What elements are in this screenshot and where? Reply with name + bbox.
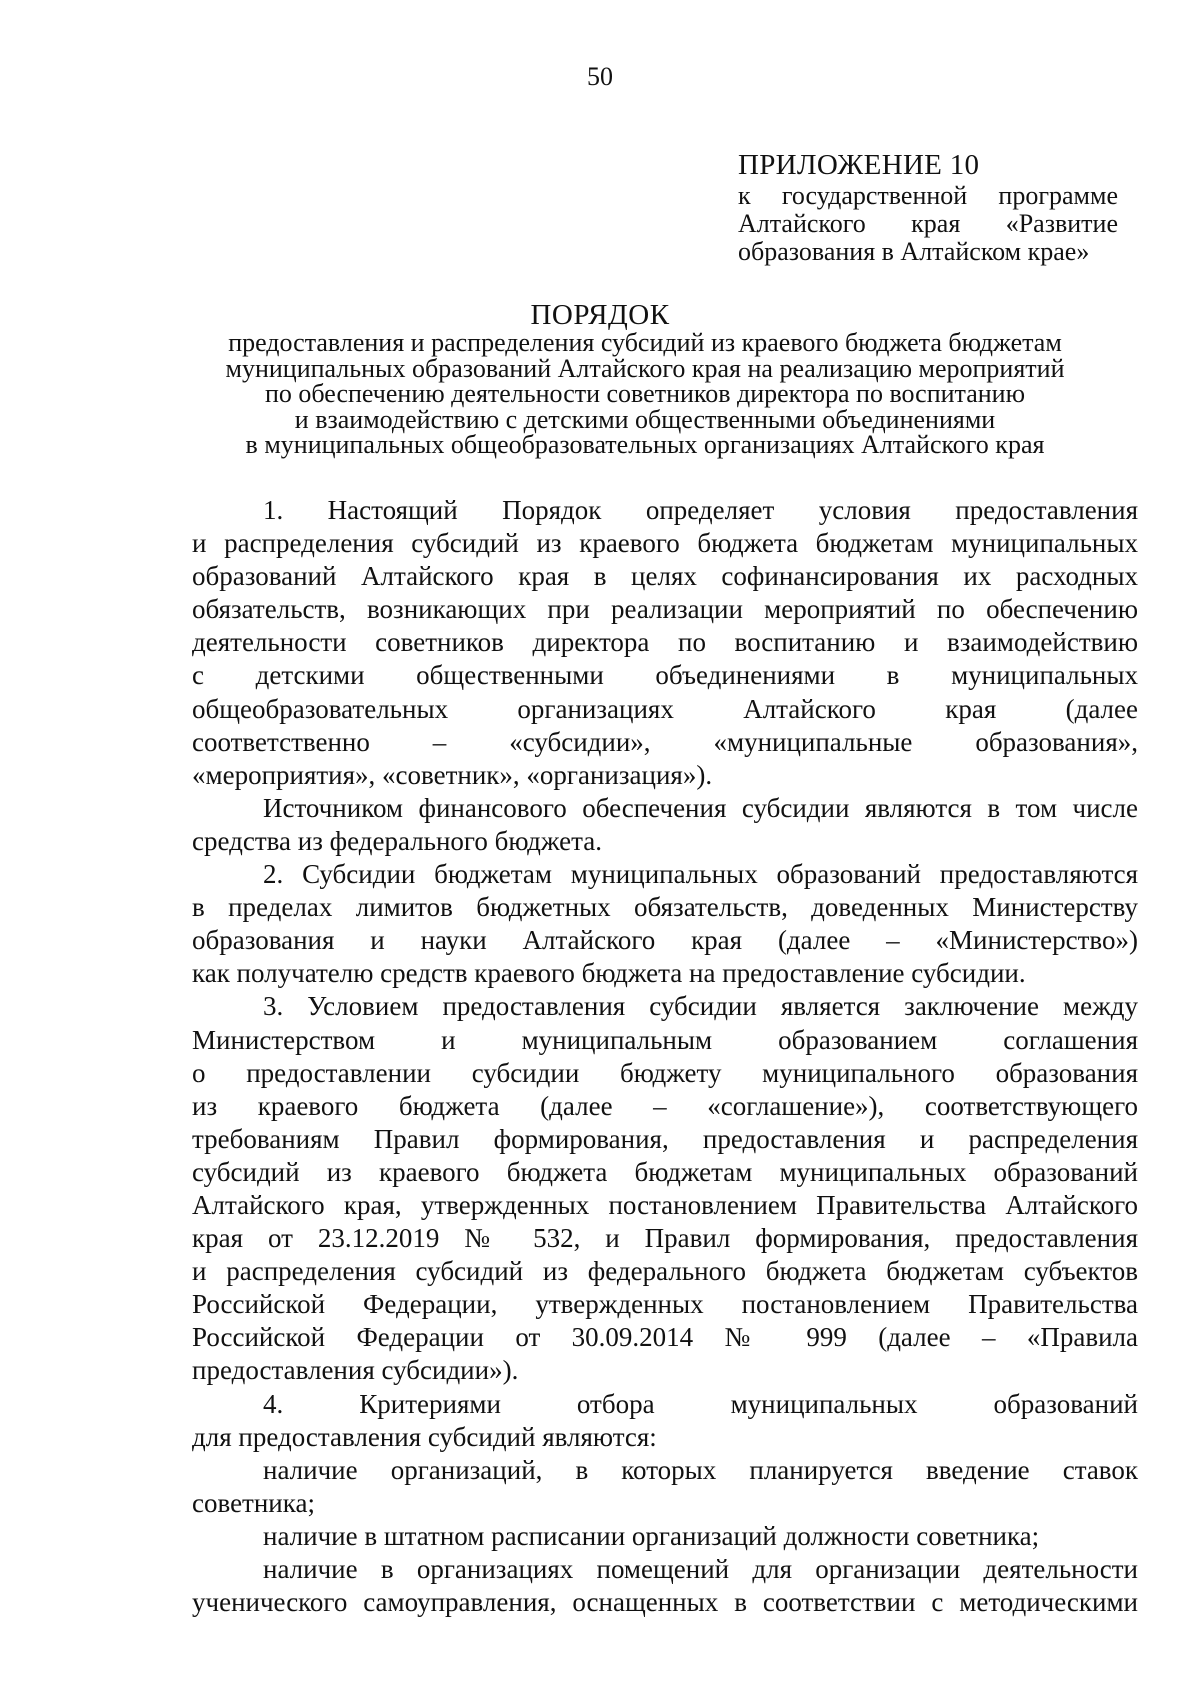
paragraph-3-line: Российской Федерации, утвержденных постановлением Правительства — [192, 1289, 1138, 1320]
subtitle-line: муниципальных образований Алтайского края на реализацию мероприятий — [225, 353, 1065, 383]
paragraph-1-line: соответственно – «субсидии», «муниципальные образования», — [192, 726, 1138, 757]
paragraph-funding-line: средства из федерального бюджета. — [192, 825, 602, 856]
paragraph-3-line: требованиям Правил формирования, предоставления и распределения — [192, 1123, 1138, 1154]
paragraph-2-line: в пределах лимитов бюджетных обязательств, доведенных Министерству — [192, 892, 1138, 923]
paragraph-1-line: «мероприятия», «советник», «организация»). — [192, 759, 713, 790]
paragraph-3-line: Алтайского края, утвержденных постановлением Правительства Алтайского — [192, 1189, 1138, 1220]
paragraph-1-line: деятельности советников директора по воспитанию и взаимодействию — [192, 627, 1138, 658]
paragraph-4-line: для предоставления субсидий являются: — [192, 1421, 657, 1452]
paragraph-3-line: и распределения субсидий из федерального бюджета бюджетам субъектов — [192, 1256, 1138, 1287]
appendix-line: к государственной программе — [738, 181, 1118, 210]
paragraph-3-line: субсидий из краевого бюджета бюджетам муниципальных образований — [192, 1156, 1138, 1187]
subtitle-line: предоставления и распределения субсидий из краевого бюджета бюджетам — [228, 328, 1062, 357]
appendix-line: образования в Алтайском крае» — [738, 237, 1090, 266]
paragraph-1-line: общеобразовательных организациях Алтайского края (далее — [192, 693, 1138, 724]
paragraph-funding-line: Источником финансового обеспечения субсидии являются в том числе — [263, 792, 1138, 823]
paragraph-2-line: как получателю средств краевого бюджета на предоставление субсидии. — [192, 958, 1026, 989]
paragraph-4-line: 4. Критериями отбора муниципальных образований — [263, 1388, 1138, 1419]
subtitle-line: по обеспечению деятельности советников директора по воспитанию — [264, 379, 1026, 408]
subtitle-line: в муниципальных общеобразовательных организациях Алтайского края — [245, 430, 1045, 459]
appendix-line: Алтайского края «Развитие — [738, 209, 1118, 238]
paragraph-2-line: 2. Субсидии бюджетам муниципальных образований предоставляются — [263, 859, 1138, 890]
paragraph-3-line: Министерством и муниципальным образованием соглашения — [192, 1024, 1138, 1055]
document-title: ПОРЯДОК — [530, 299, 670, 331]
paragraph-3-line: края от 23.12.2019 № 532, и Правил формирования, предоставления — [192, 1223, 1138, 1254]
criterion-3-line: наличие в организациях помещений для организации деятельности — [263, 1554, 1138, 1584]
paragraph-1-line: образований Алтайского края в целях софинансирования их расходных — [192, 561, 1138, 592]
paragraph-1-line: и распределения субсидий из краевого бюджета бюджетам муниципальных — [192, 528, 1138, 559]
paragraph-3-line: о предоставлении субсидии бюджету муниципального образования — [192, 1057, 1138, 1088]
paragraph-1-line: 1. Настоящий Порядок определяет условия предоставления — [263, 495, 1138, 525]
document-body — [192, 494, 1138, 1619]
appendix-header — [738, 148, 1118, 266]
criterion-2-line: наличие в штатном расписании организаций должности советника; — [263, 1520, 1040, 1551]
paragraph-3-line: 3. Условием предоставления субсидии является заключение между — [263, 991, 1138, 1022]
paragraph-3-line: Российской Федерации от 30.09.2014 № 999 (далее – «Правила — [192, 1322, 1138, 1353]
paragraph-3-line: предоставления субсидии»). — [192, 1355, 519, 1386]
paragraph-2-line: образования и науки Алтайского края (далее – «Министерство») — [192, 925, 1138, 956]
appendix-title: ПРИЛОЖЕНИЕ 10 — [738, 149, 980, 181]
document-subtitle — [150, 330, 1140, 458]
page-number: 50 — [587, 62, 613, 91]
paragraph-3-line: из краевого бюджета (далее – «соглашение»), соответствующего — [192, 1090, 1138, 1121]
subtitle-line: и взаимодействию с детскими общественными объединениями — [294, 404, 996, 434]
criterion-1-line: наличие организаций, в которых планируется введение ставок — [263, 1454, 1138, 1485]
paragraph-1-line: с детскими общественными объединениями в муниципальных — [192, 660, 1138, 691]
criterion-3-line: ученического самоуправления, оснащенных в соответствии с методическими — [192, 1587, 1138, 1618]
criterion-1-line: советника; — [192, 1487, 315, 1518]
paragraph-1-line: обязательств, возникающих при реализации мероприятий по обеспечению — [192, 594, 1138, 625]
